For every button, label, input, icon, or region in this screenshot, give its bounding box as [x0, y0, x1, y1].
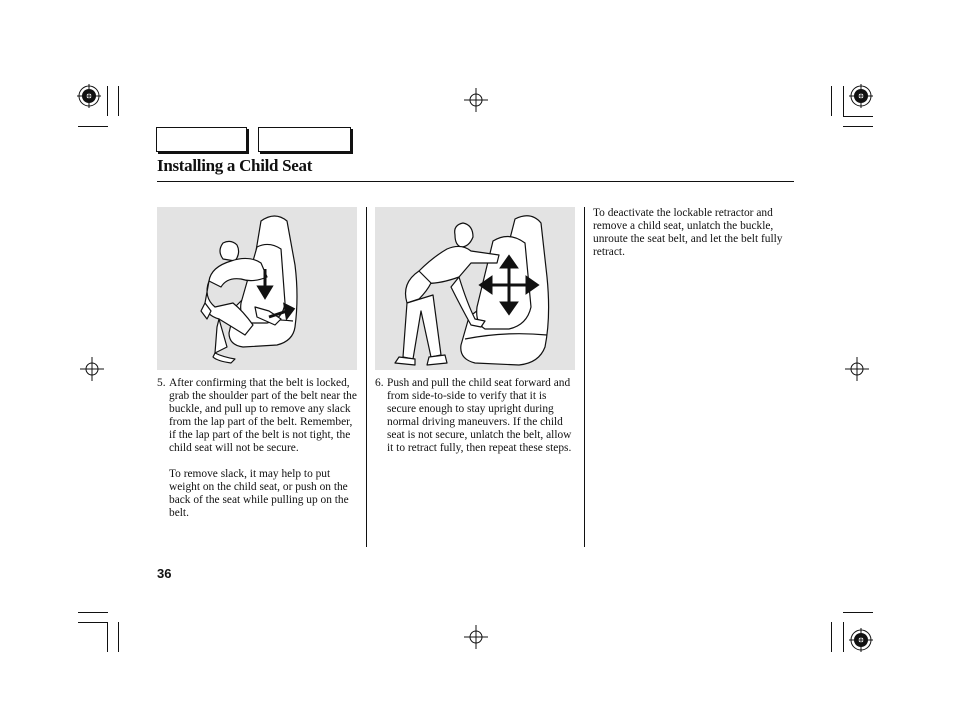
step-paragraph: Push and pull the child seat forward and from side-to-side to verify that it is secure enough to stay upright during normal driving maneuvers. If the child seat is not secure, unlatch the belt, allow it to retract fully, then repeat these steps. — [387, 377, 572, 454]
nav-tab-next[interactable] — [258, 127, 351, 152]
column-divider — [584, 207, 585, 547]
crosshair-icon — [464, 625, 488, 649]
figure-remove-slack — [157, 207, 357, 370]
registration-target-icon — [849, 628, 873, 652]
step-number: 6. — [375, 377, 384, 389]
column-divider — [366, 207, 367, 547]
illustration-adult-pushing-seat — [375, 207, 575, 370]
crosshair-icon — [464, 88, 488, 112]
registration-target-icon — [77, 84, 101, 108]
step-number: 5. — [157, 377, 166, 389]
step-paragraph: After confirming that the belt is locked, grab the shoulder part of the belt near the buckle, and pull up to remove any slack from the lap part of the belt. Remember, if the lap part of the belt is not tight, the child seat will not be secure. — [169, 377, 357, 454]
page-title: Installing a Child Seat — [157, 156, 313, 175]
step-6 — [375, 377, 577, 455]
nav-tab-previous[interactable] — [156, 127, 247, 152]
registration-target-icon — [849, 84, 873, 108]
step-5 — [157, 377, 357, 520]
page-number: 36 — [157, 566, 172, 581]
figure-push-pull-seat — [375, 207, 575, 370]
crosshair-icon — [845, 357, 869, 381]
deactivate-instructions: To deactivate the lockable retractor and remove a child seat, unlatch the buckle, unroute the seat belt, and let the belt fully retract. — [593, 207, 783, 258]
step-paragraph: To remove slack, it may help to put weight on the child seat, or push on the back of the seat while pulling up on the belt. — [169, 468, 349, 519]
header-rule — [157, 181, 794, 182]
illustration-adult-pulling-belt — [157, 207, 357, 370]
crosshair-icon — [80, 357, 104, 381]
